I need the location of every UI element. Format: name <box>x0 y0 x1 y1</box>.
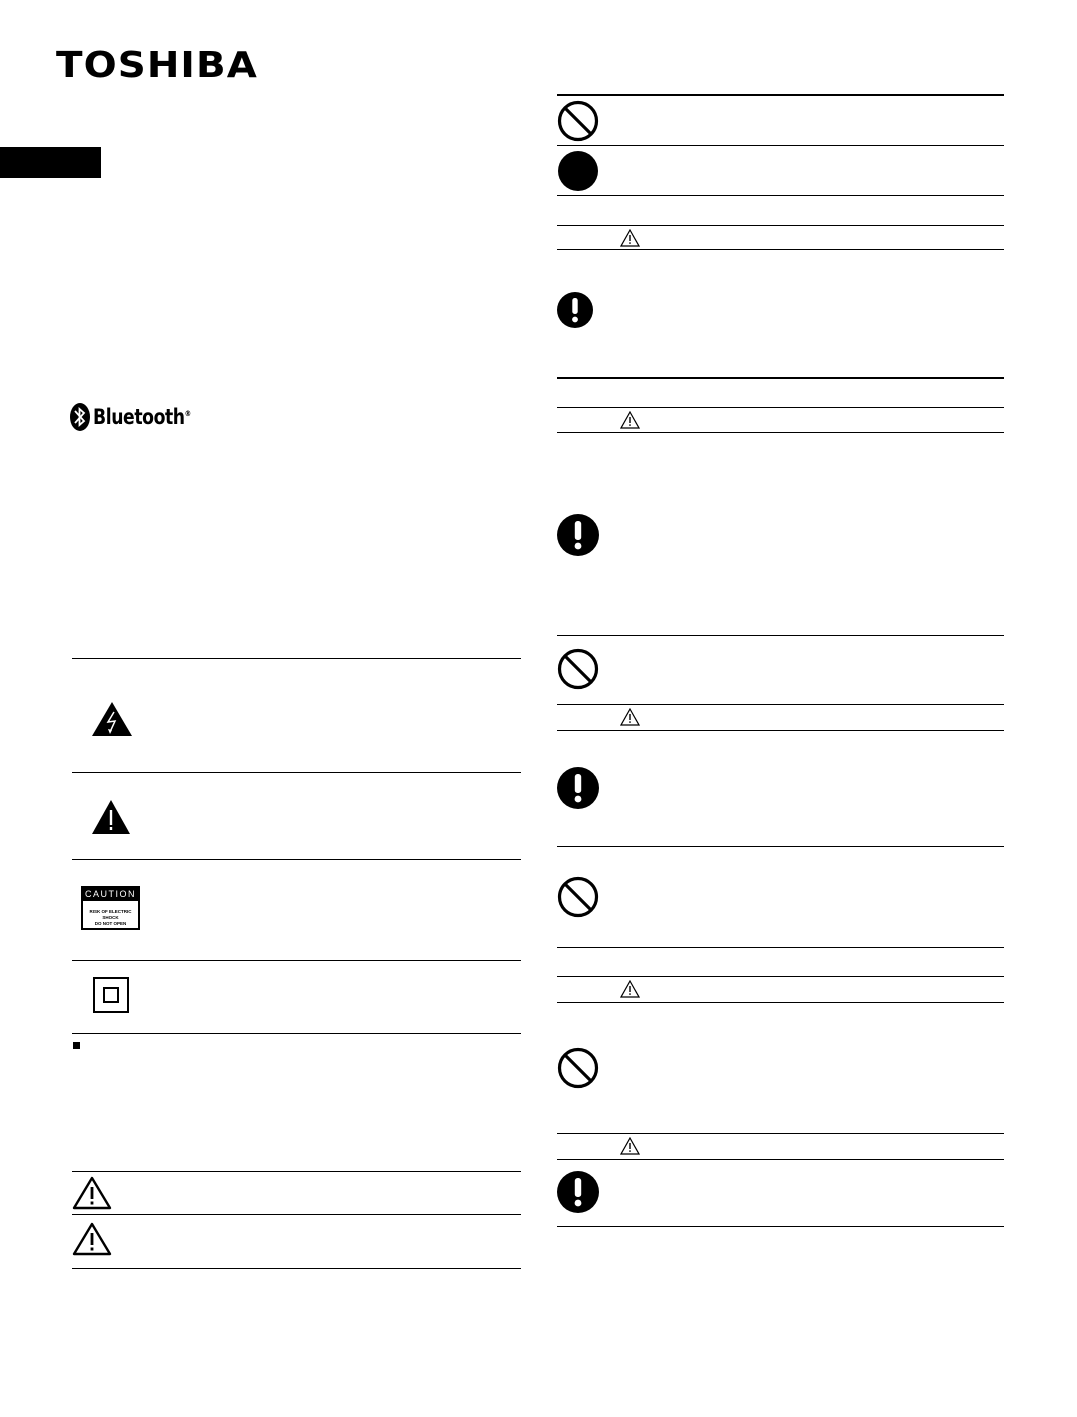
prohibited-icon <box>557 100 599 142</box>
bluetooth-wordmark: Bluetooth® <box>93 405 191 429</box>
warning-triangle-icon <box>620 229 640 247</box>
divider <box>557 249 1004 250</box>
divider <box>72 1214 521 1215</box>
language-tab <box>0 147 101 178</box>
mandatory-action-icon <box>557 514 599 556</box>
double-insulation-icon <box>93 977 129 1013</box>
bluetooth-icon <box>70 403 90 431</box>
section-bullet <box>73 1042 80 1049</box>
prohibited-icon <box>557 1047 599 1089</box>
warning-triangle-icon <box>620 1137 640 1155</box>
divider <box>72 1033 521 1034</box>
divider <box>557 704 1004 705</box>
divider <box>557 145 1004 146</box>
divider <box>72 859 521 860</box>
divider <box>557 225 1004 226</box>
caution-triangle-icon <box>72 1222 112 1256</box>
brand-logo: TOSHIBA <box>56 45 258 86</box>
divider <box>557 976 1004 977</box>
divider <box>72 658 521 659</box>
divider <box>557 1002 1004 1003</box>
caution-label-text: RISK OF ELECTRIC SHOCK DO NOT OPEN <box>89 909 132 926</box>
mandatory-action-icon <box>557 1171 599 1213</box>
prohibited-icon <box>557 876 599 918</box>
prohibited-icon <box>557 648 599 690</box>
exclamation-triangle-icon <box>91 799 131 835</box>
divider <box>557 195 1004 196</box>
divider <box>557 432 1004 433</box>
bluetooth-logo <box>70 402 212 432</box>
divider <box>557 947 1004 948</box>
divider <box>557 1159 1004 1160</box>
solid-circle-icon <box>557 150 599 192</box>
mandatory-action-icon <box>557 767 599 809</box>
warning-triangle-icon <box>72 1176 112 1210</box>
mandatory-action-icon <box>557 292 593 328</box>
divider <box>557 730 1004 731</box>
divider <box>557 377 1004 379</box>
warning-triangle-icon <box>620 980 640 998</box>
caution-label-head: CAUTION <box>85 889 136 899</box>
divider <box>72 772 521 773</box>
warning-triangle-icon <box>620 411 640 429</box>
warning-triangle-icon <box>620 708 640 726</box>
divider <box>557 846 1004 847</box>
divider <box>72 1268 521 1269</box>
caution-label <box>81 886 140 930</box>
divider <box>72 1171 521 1172</box>
divider <box>557 407 1004 408</box>
divider <box>557 1226 1004 1227</box>
divider <box>557 94 1004 96</box>
divider <box>557 1133 1004 1134</box>
divider <box>72 960 521 961</box>
divider <box>557 635 1004 636</box>
lightning-triangle-icon <box>91 701 133 737</box>
